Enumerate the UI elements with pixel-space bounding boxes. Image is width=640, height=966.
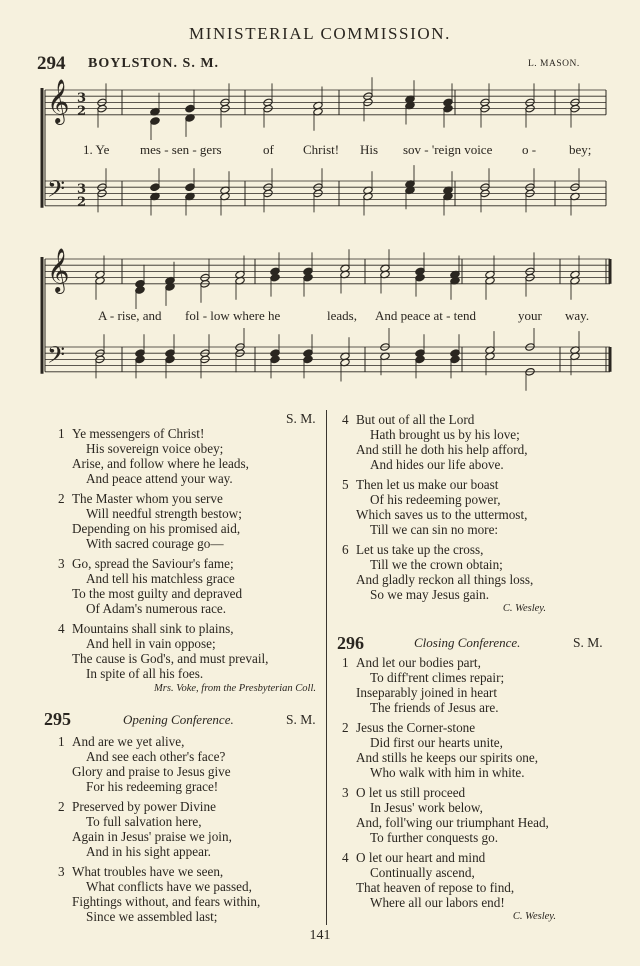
tune-name: BOYLSTON. S. M. [88, 56, 220, 71]
hymn-294-stanza-3 [58, 556, 243, 617]
hymn-294-stanza-4b [342, 412, 528, 473]
hymn-296-number: 296 [337, 633, 364, 653]
verse-line: And hell in vain oppose; [86, 635, 216, 651]
verse-line: Till we can sin no more: [370, 521, 499, 537]
treble-clef: 𝄞 [47, 79, 70, 123]
lyric-syllable: Christ! [303, 142, 340, 157]
verse-line: Then let us make our boast [356, 477, 499, 492]
stanza-number: 5 [342, 477, 349, 492]
hymn-294-stanza-1 [58, 426, 249, 487]
lyric-syllable: A - rise, and [98, 308, 162, 323]
stanza-number: 4 [342, 850, 349, 865]
page-number: 141 [309, 928, 331, 943]
verse-line: Which saves us to the uttermost, [356, 506, 528, 522]
hymn-295-occasion: Opening Conference. [123, 712, 234, 727]
verse-line: The cause is God's, and must prevail, [72, 650, 269, 666]
verse-line: The Master whom you serve [72, 491, 223, 506]
verse-line: Where all our labors end! [370, 894, 505, 910]
verse-line: Let us take up the cross, [356, 542, 484, 557]
hymn-294-stanza-5 [342, 477, 528, 538]
verse-line: To full salvation here, [86, 813, 202, 829]
hymn-295-number: 295 [44, 709, 71, 729]
verse-line: And see each other's face? [86, 748, 226, 764]
hymn-296-meter: S. M. [573, 635, 603, 650]
verse-line: But out of all the Lord [356, 412, 475, 427]
column-divider [326, 410, 327, 925]
verse-line: Who walk with him in white. [370, 764, 525, 780]
verse-line: Inseparably joined in heart [356, 684, 497, 700]
stanza-number: 4 [58, 621, 65, 636]
lyric-syllable: leads, [327, 308, 357, 323]
verse-line: Arise, and follow where he leads, [72, 455, 249, 471]
verse-line: What troubles have we seen, [72, 864, 224, 879]
hymn-294-author-right: C. Wesley. [502, 603, 546, 614]
stanza-number: 3 [58, 864, 65, 879]
hymn-294-stanza-4 [58, 621, 269, 682]
verse-line: Till we the crown obtain; [370, 556, 503, 572]
hymn-296-stanza-1 [342, 655, 505, 716]
verse-line: Of Adam's numerous race. [86, 600, 227, 616]
verse-line: Since we assembled last; [86, 908, 218, 924]
hymn-294-meter: S. M. [286, 411, 316, 426]
hymn-296-stanza-4 [342, 850, 515, 911]
verse-line: Glory and praise to Jesus give [72, 763, 231, 779]
time-signature: 2 [77, 195, 87, 210]
verse-line: And peace attend your way. [86, 470, 233, 486]
verse-line: And still he doth his help afford, [356, 441, 528, 457]
stanza-number: 2 [342, 720, 349, 735]
verse-line: And are we yet alive, [72, 734, 185, 749]
hymn-294-stanza-2 [58, 491, 242, 552]
hymn-294-stanza-6 [342, 542, 534, 603]
hymn-296-stanza-2 [342, 720, 539, 781]
verse-line: Again in Jesus' praise we join, [72, 828, 232, 844]
running-title: MINISTERIAL COMMISSION. [189, 24, 451, 43]
lyric-syllable: your [518, 308, 542, 323]
hymn-295-stanza-2 [58, 799, 232, 860]
bass-clef: 𝄢 [47, 341, 66, 374]
verse-line: And in his sight appear. [86, 843, 211, 859]
composer-credit: L. MASON. [528, 59, 580, 69]
hymn-296-occasion: Closing Conference. [414, 635, 521, 650]
time-signature: 2 [77, 104, 87, 119]
verse-line: In Jesus' work below, [370, 799, 483, 815]
lyric-syllable: fol - low where he [185, 308, 281, 323]
stanza-number: 4 [342, 412, 349, 427]
verse-line: Hath brought us by his love; [370, 426, 520, 442]
verse-line: With sacred courage go— [86, 535, 224, 551]
verse-line: And stills he keeps our spirits one, [356, 749, 539, 765]
verse-line: Jesus the Corner-stone [356, 720, 476, 735]
verse-line: His sovereign voice obey; [86, 440, 224, 456]
bass-clef: 𝄢 [47, 175, 66, 208]
tune-number: 294 [37, 53, 66, 74]
lyric-syllable: way. [565, 308, 590, 323]
verse-line: Fightings without, and fears within, [72, 893, 261, 909]
hymn-295-meter: S. M. [286, 712, 316, 727]
lyric-syllable: And peace at - tend [375, 308, 477, 323]
hymn-295-stanza-3 [58, 864, 261, 925]
hymn-295-stanza-1 [58, 734, 231, 795]
verse-line: Go, spread the Saviour's fame; [72, 556, 234, 571]
hymn-296-author: C. Wesley. [512, 911, 556, 922]
verse-line: What conflicts have we passed, [86, 878, 252, 894]
verse-line: And gladly reckon all things loss, [356, 571, 534, 587]
verse-line: Continually ascend, [370, 864, 475, 880]
verse-line: Depending on his promised aid, [72, 520, 241, 536]
verse-line: So we may Jesus gain. [370, 586, 490, 602]
hymn-294-author: Mrs. Voke, from the Presbyterian Coll. [154, 683, 316, 694]
music-score [0, 0, 640, 400]
verse-line: To diff'rent climes repair; [370, 669, 505, 685]
verse-line: Did first our hearts unite, [370, 734, 503, 750]
time-signature: 3 [77, 91, 87, 106]
verse-line: Will needful strength bestow; [86, 505, 242, 521]
stanza-number: 3 [58, 556, 65, 571]
verse-line: And let our bodies part, [356, 655, 481, 670]
verse-line: O let us still proceed [356, 785, 466, 800]
lyric-syllable: bey; [569, 142, 592, 157]
verse-line: And tell his matchless grace [86, 570, 235, 586]
treble-clef: 𝄞 [47, 248, 70, 292]
verse-line: The friends of Jesus are. [370, 699, 499, 715]
verse-line: And hides our life above. [370, 456, 504, 472]
verse-line: Mountains shall sink to plains, [72, 621, 234, 636]
stanza-number: 6 [342, 542, 349, 557]
verse-line: To further conquests go. [370, 829, 498, 845]
lyric-syllable: mes - sen - gers [140, 142, 222, 157]
verse-line: And, foll'wing our triumphant Head, [356, 814, 549, 830]
stanza-number: 2 [58, 799, 65, 814]
verse-line: O let our heart and mind [356, 850, 486, 865]
verse-line: In spite of all his foes. [86, 665, 204, 681]
stanza-number: 3 [342, 785, 349, 800]
verse-line: Of his redeeming power, [370, 491, 501, 507]
verse-line: To the most guilty and depraved [72, 585, 243, 601]
stanza-number: 1 [342, 655, 349, 670]
lyric-syllable: o - [522, 142, 537, 157]
stanza-number: 1 [58, 734, 65, 749]
verse-line: Preserved by power Divine [72, 799, 216, 814]
lyric-syllable: 1. Ye [83, 142, 110, 157]
verse-line: That heaven of repose to find, [356, 879, 515, 895]
lyric-syllable: of [263, 142, 274, 157]
verse-line: For his redeeming grace! [86, 778, 219, 794]
hymn-296-stanza-3 [342, 785, 549, 846]
stanza-number: 2 [58, 491, 65, 506]
lyric-syllable: sov - 'reign voice [403, 142, 493, 157]
lyric-syllable: His [360, 142, 379, 157]
verse-line: Ye messengers of Christ! [72, 426, 205, 441]
stanza-number: 1 [58, 426, 65, 441]
time-signature: 3 [77, 182, 87, 197]
